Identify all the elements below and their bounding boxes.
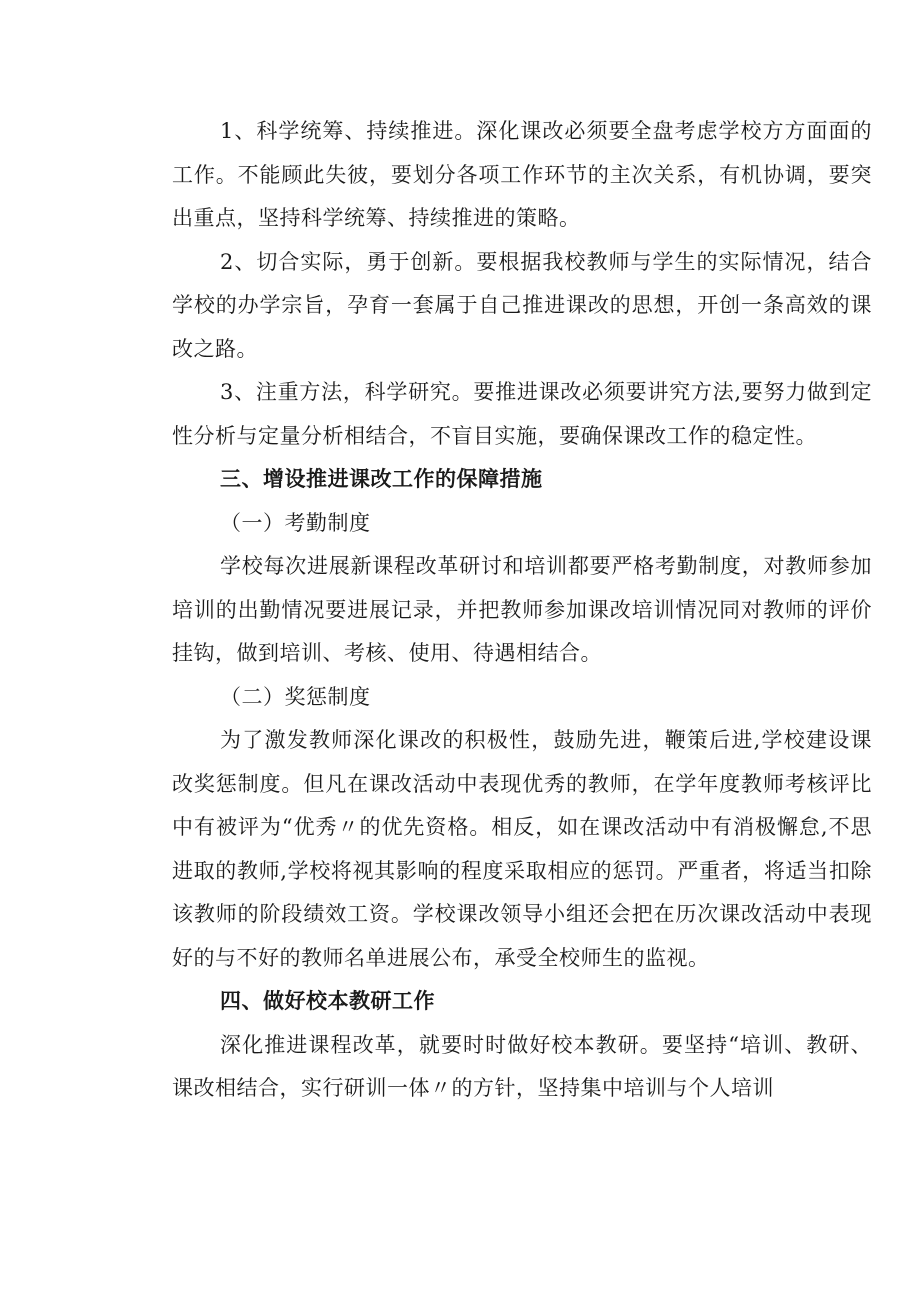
document-page <box>172 110 872 1111</box>
section-heading-school-research: 四、做好校本教研工作 <box>220 989 435 1013</box>
subheading-attendance: （一）考勤制度 <box>220 510 371 535</box>
subheading-rewards-penalties: （二）奖惩制度 <box>220 684 371 709</box>
paragraph-attendance: 学校每次进展新课程改革研讨和培训都要严格考勤制度，对教师参加培训的出勤情况要进展记录，并把教师参加课改培训情况同对教师的评价挂钩，做到培训、考核、使用、待遇相结合。 <box>172 554 872 665</box>
paragraph-scientific-planning: 1、科学统筹、持续推进。深化课改必须要全盘考虑学校方方面面的工作。不能顾此失彼，要划分各项工作环节的主次关系，有机协调，要突出重点，坚持科学统筹、持续推进的策略。 <box>172 119 872 230</box>
paragraph-method-research: 3、注重方法，科学研究。要推进课改必须要讲究方法,要努力做到定性分析与定量分析相结合，不盲目实施，要确保课改工作的稳定性。 <box>172 380 872 448</box>
section-heading-safeguards: 三、增设推进课改工作的保障措施 <box>220 467 543 491</box>
paragraph-practical-innovation: 2、切合实际，勇于创新。要根据我校教师与学生的实际情况，结合学校的办学宗旨，孕育一套属于自己推进课改的思想，开创一条高效的课改之路。 <box>172 249 872 361</box>
paragraph-rewards-penalties: 为了激发教师深化课改的积极性，鼓励先进，鞭策后进,学校建设课改奖惩制度。但凡在课改活动中表现优秀的教师，在学年度教师考核评比中有被评为“优秀〃的优先资格。相反，如在课改活动中有消极懈怠,不思进取的教师,学校将视其影响的程度采取相应的惩罚。严重者，将适当扣除该教师的阶段绩效工资。学校课改领导小组还会把在历次课改活动中表现好的与不好的教师名单进展公布，承受全校师生的监视。 <box>172 728 872 970</box>
paragraph-school-research: 深化推进课程改革，就要时时做好校本教研。要坚持“培训、教研、课改相结合，实行研训一体〃的方针，坚持集中培训与个人培训 <box>172 1032 872 1100</box>
